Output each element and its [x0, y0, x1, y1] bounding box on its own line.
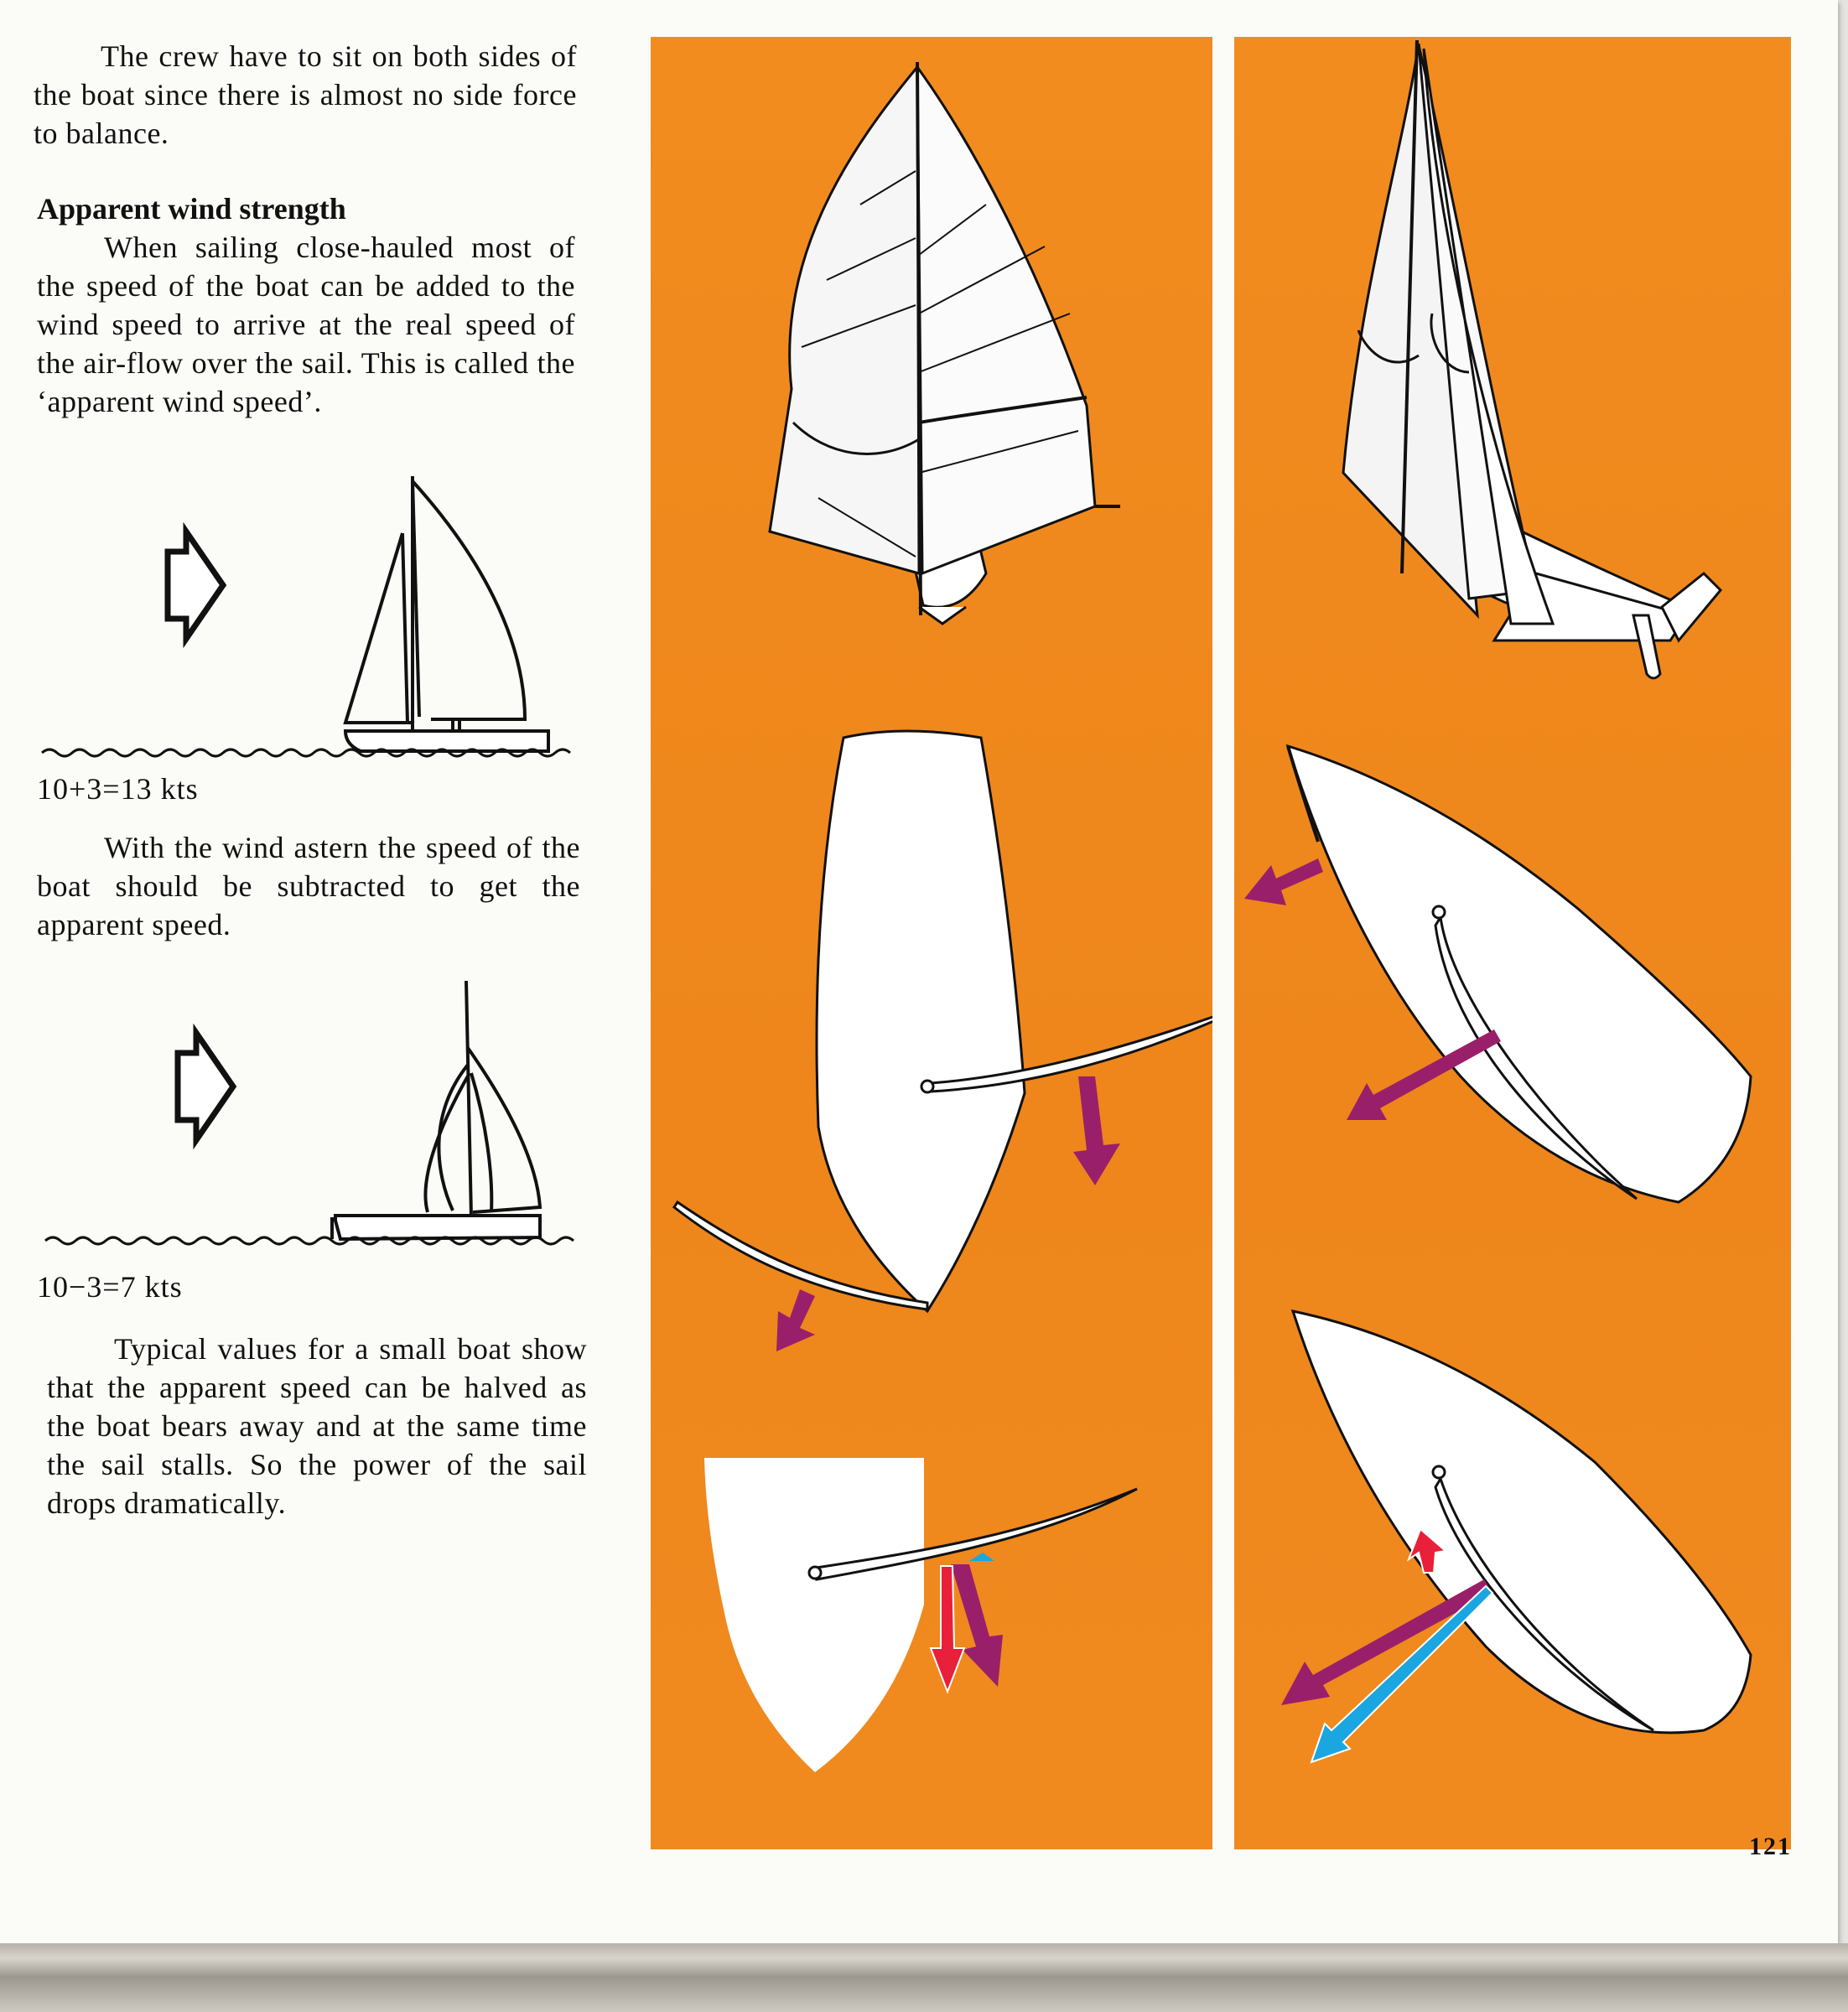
wind-astern-boat-figure	[34, 972, 604, 1258]
close-hauled-boat-figure	[34, 461, 604, 780]
close-hauled-illustration-panel	[651, 37, 1212, 1849]
wind-arrow-icon	[168, 532, 223, 639]
section-heading: Apparent wind strength	[37, 192, 346, 226]
force-arrow-purple	[776, 1289, 815, 1351]
bearing-away-illustrations	[1234, 37, 1791, 1849]
force-arrow-blue	[969, 1553, 994, 1561]
wind-arrow-icon	[178, 1033, 233, 1140]
page-edge	[0, 1943, 1848, 2012]
boat-top-view-bearing-away	[1244, 746, 1751, 1202]
equation-wind-astern: 10−3=7 kts	[37, 1270, 183, 1304]
bearing-away-illustration-panel	[1234, 37, 1791, 1849]
force-arrow-purple	[1244, 858, 1323, 905]
boat-perspective-view	[1343, 40, 1721, 678]
intro-paragraph: The crew have to sit on both sides of the boat since there is almost no side force to balance.	[34, 39, 577, 150]
close-hauled-illustrations	[651, 37, 1212, 1849]
sailboat-sketch	[345, 476, 548, 751]
boat-top-view-force-resolution	[1281, 1311, 1751, 1762]
sailboat-sketch	[332, 981, 540, 1239]
paragraph-close-hauled: When sailing close-hauled most of the speed of the boat can be added to the wind speed to arrive at the real speed of the air-flow over the sail. This is called the ‘apparent wind speed’.	[37, 231, 575, 418]
boat-top-view-close-hauled	[674, 731, 1212, 1351]
force-arrow-purple	[1073, 1076, 1120, 1185]
force-arrow-purple	[951, 1564, 1003, 1687]
paragraph-wind-astern: With the wind astern the speed of the boat should be subtracted to get the apparent speed.	[37, 831, 580, 941]
paragraph-typical-values: Typical values for a small boat show that the apparent speed can be halved as the boat bears away and at the same time the sail stalls. So the power of the sail drops dramatically.	[47, 1332, 587, 1520]
equation-close-hauled: 10+3=13 kts	[37, 772, 199, 806]
boat-head-on-view	[770, 62, 1120, 624]
boat-section-force-diagram	[704, 1458, 1137, 1772]
page-number: 121	[1749, 1833, 1792, 1860]
